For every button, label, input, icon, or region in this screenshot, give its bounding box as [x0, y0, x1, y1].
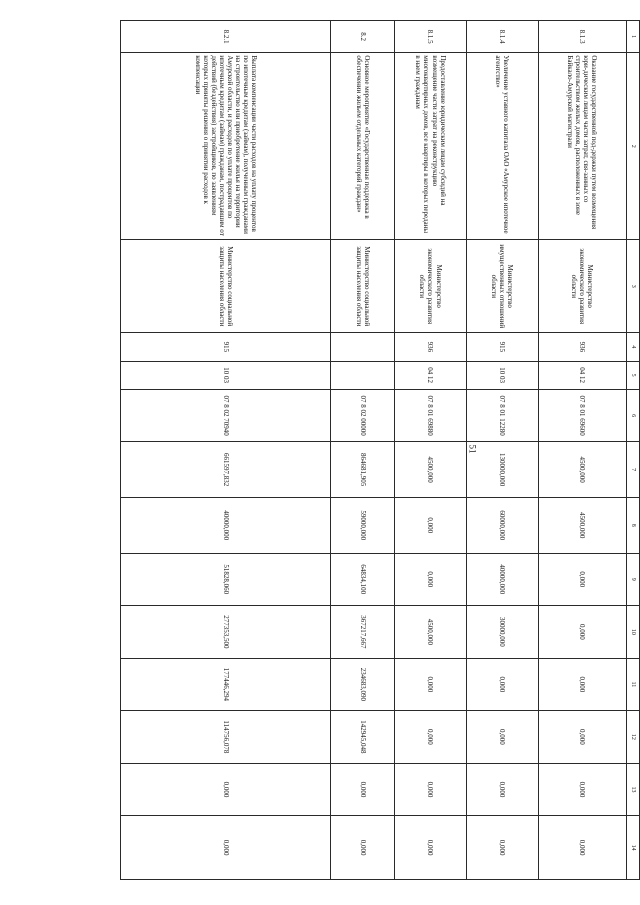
- col-header: 10: [627, 606, 640, 659]
- cell-c9: 0,000: [538, 553, 626, 606]
- cell-c5: 10 03: [466, 361, 538, 389]
- cell-c11: 0,000: [395, 658, 467, 711]
- cell-c6: 07 8 02 70940: [121, 389, 331, 442]
- cell-c9: 40000,000: [466, 553, 538, 606]
- cell-c14: 0,000: [331, 816, 395, 880]
- row-ministry: Министерство социальной защиты населения области: [121, 240, 331, 333]
- table-row: [395, 21, 467, 880]
- cell-c7: 130000,000: [466, 442, 538, 498]
- cell-c9: 64834,100: [331, 553, 395, 606]
- cell-c4: 915: [466, 333, 538, 361]
- cell-c5: 10 03: [121, 361, 331, 389]
- col-header: 14: [627, 816, 640, 880]
- col-header: 7: [627, 442, 640, 498]
- cell-c10: 4500,000: [395, 606, 467, 659]
- row-title: Увеличение уставного капитала ОАО «Амурское ипотечное агентство»: [466, 53, 538, 240]
- table-row: [538, 21, 626, 880]
- row-ministry: Министерство экономического развития области: [395, 240, 467, 333]
- cell-c4: 936: [538, 333, 626, 361]
- col-header: 11: [627, 658, 640, 711]
- cell-c7: 864681,905: [331, 442, 395, 498]
- column-number-row: [627, 21, 640, 880]
- cell-c14: 0,000: [466, 816, 538, 880]
- cell-c10: 277353,500: [121, 606, 331, 659]
- row-title: Оказание государственной под-держки путем возмещения юри-дическим лицам части затрат, свя-занных со строительством жилых домов, расположенных в зоне Байкало-Амурской магистрали: [538, 53, 626, 240]
- cell-c13: 0,000: [331, 763, 395, 816]
- cell-c10: 0,000: [538, 606, 626, 659]
- cell-c12: 142945,048: [331, 711, 395, 764]
- col-header: 1: [627, 21, 640, 53]
- col-header: 12: [627, 711, 640, 764]
- cell-c13: 0,000: [466, 763, 538, 816]
- cell-c5: 04 12: [538, 361, 626, 389]
- table-row: [466, 21, 538, 880]
- cell-c8: 40000,000: [121, 497, 331, 553]
- cell-c6: 07 8 01 69880: [395, 389, 467, 442]
- cell-c9: 0,000: [395, 553, 467, 606]
- row-code: 8.1.4: [466, 21, 538, 53]
- row-code: 8.2.1: [121, 21, 331, 53]
- cell-c11: 177446,294: [121, 658, 331, 711]
- cell-c11: 0,000: [466, 658, 538, 711]
- cell-c11: 234683,090: [331, 658, 395, 711]
- col-header: 3: [627, 240, 640, 333]
- cell-c12: 0,000: [538, 711, 626, 764]
- row-code: 8.1.3: [538, 21, 626, 53]
- row-ministry: Министерство имущественных отношений области: [466, 240, 538, 333]
- col-header: 4: [627, 333, 640, 361]
- col-header: 6: [627, 389, 640, 442]
- cell-c7: 4500,000: [538, 442, 626, 498]
- row-title: Предоставление юридическим лицам субсидий на возмещение части затрат на реконструкцию многоквартирных домов, все квартиры в которых переданы в наем гражданам: [395, 53, 467, 240]
- budget-table-rotated: [120, 20, 640, 880]
- cell-c14: 0,000: [121, 816, 331, 880]
- budget-table: [120, 20, 640, 880]
- cell-c13: 0,000: [121, 763, 331, 816]
- col-header: 2: [627, 53, 640, 240]
- cell-c13: 0,000: [395, 763, 467, 816]
- cell-c14: 0,000: [538, 816, 626, 880]
- cell-c8: 0,000: [395, 497, 467, 553]
- table-row: [331, 21, 395, 880]
- cell-c12: 0,000: [395, 711, 467, 764]
- row-code: 8.1.5: [395, 21, 467, 53]
- cell-c12: 0,000: [466, 711, 538, 764]
- page-number: 51: [467, 444, 478, 454]
- cell-c4: [331, 333, 395, 361]
- cell-c9: 51828,060: [121, 553, 331, 606]
- cell-c8: 60000,000: [466, 497, 538, 553]
- col-header: 8: [627, 497, 640, 553]
- row-ministry: Министерство экономического развития области: [538, 240, 626, 333]
- cell-c10: 30000,000: [466, 606, 538, 659]
- cell-c4: 936: [395, 333, 467, 361]
- cell-c5: [331, 361, 395, 389]
- cell-c8: 59000,000: [331, 497, 395, 553]
- cell-c4: 915: [121, 333, 331, 361]
- cell-c6: 07 8 02 00000: [331, 389, 395, 442]
- row-code: 8.2: [331, 21, 395, 53]
- row-title: Основное мероприятие «Государственная поддержка в обеспечении жильем отдельных категорий граждан»: [331, 53, 395, 240]
- cell-c5: 04 12: [395, 361, 467, 389]
- cell-c7: 4500,000: [395, 442, 467, 498]
- cell-c8: 4500,000: [538, 497, 626, 553]
- cell-c11: 0,000: [538, 658, 626, 711]
- row-ministry: Министерство социальной защиты населения области: [331, 240, 395, 333]
- col-header: 9: [627, 553, 640, 606]
- col-header: 5: [627, 361, 640, 389]
- cell-c6: 07 8 01 12280: [466, 389, 538, 442]
- cell-c14: 0,000: [395, 816, 467, 880]
- row-title: Выплата компенсации части расходов на уплату процентов по ипотечным кредитам (займам), полученным гражданами на строительство или приобретение жилья на территории Амурской области, и расходов по уплате процентов по ипотечным кредитам (займам) гражданам, пострадавшим от действий (бездействия) застройщиков, по заявлениям которых приняты решения о принятии расходов к компенсации: [121, 53, 331, 240]
- cell-c13: 0,000: [538, 763, 626, 816]
- cell-c6: 07 8 01 69600: [538, 389, 626, 442]
- cell-c7: 661597,832: [121, 442, 331, 498]
- cell-c12: 114756,078: [121, 711, 331, 764]
- col-header: 13: [627, 763, 640, 816]
- table-row: [121, 21, 331, 880]
- cell-c10: 367217,667: [331, 606, 395, 659]
